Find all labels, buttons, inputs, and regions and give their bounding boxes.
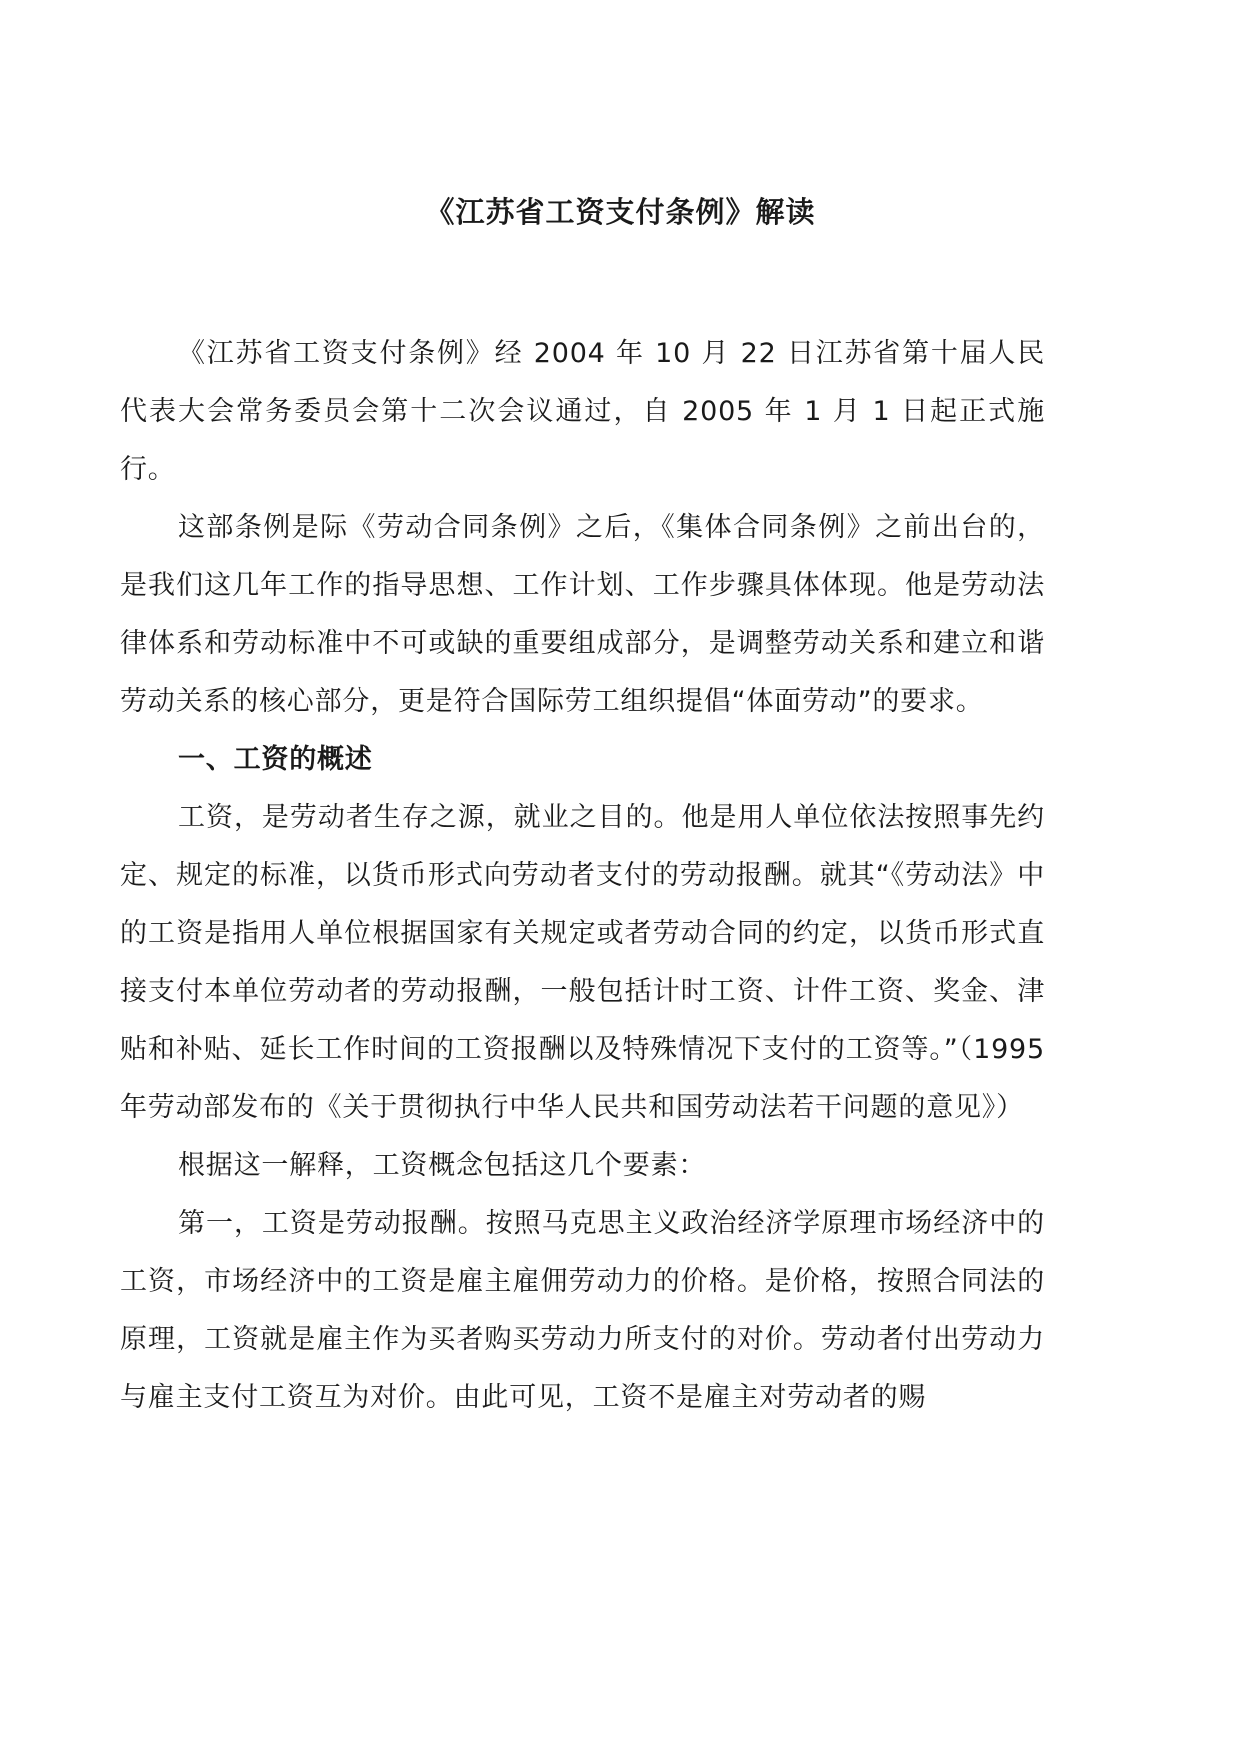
paragraph-background: 这部条例是际《劳动合同条例》之后，《集体合同条例》之前出台的，是我们这几年工作的指导思想、工作计划、工作步骤具体体现。他是劳动法律体系和劳动标准中不可或缺的重要组成部分，是调整劳动关系和建立和谐劳动关系的核心部分，更是符合国际劳工组织提倡“体面劳动”的要求。 <box>120 512 1045 717</box>
paragraph-element-first: 第一，工资是劳动报酬。按照马克思主义政治经济学原理市场经济中的工资，市场经济中的工资是雇主雇佣劳动力的价格。是价格，按照合同法的原理，工资就是雇主作为买者购买劳动力所支付的对价。劳动者付出劳动力与雇主支付工资互为对价。由此可见，工资不是雇主对劳动者的赐 <box>120 1208 1045 1413</box>
paragraph-intro: 《江苏省工资支付条例》经 2004 年 10 月 22 日江苏省第十届人民代表大会常务委员会第十二次会议通过，自 2005 年 1 月 1 日起正式施行。 <box>120 338 1045 485</box>
document-body <box>120 325 1045 1427</box>
paragraph-wage-definition: 工资，是劳动者生存之源，就业之目的。他是用人单位依法按照事先约定、规定的标准，以货币形式向劳动者支付的劳动报酬。就其“《劳动法》中的工资是指用人单位根据国家有关规定或者劳动合同的约定，以货币形式直接支付本单位劳动者的劳动报酬，一般包括计时工资、计件工资、奖金、津贴和补贴、延长工作时间的工资报酬以及特殊情况下支付的工资等。”（1995 年劳动部发布的《关于贯彻执行中华人民共和国劳动法若干问题的意见》） <box>120 802 1045 1123</box>
section-heading: 一、工资的概述 <box>178 744 373 775</box>
document-title: 《江苏省工资支付条例》解读 <box>425 195 816 229</box>
paragraph-elements-intro: 根据这一解释，工资概念包括这几个要素： <box>178 1150 707 1181</box>
